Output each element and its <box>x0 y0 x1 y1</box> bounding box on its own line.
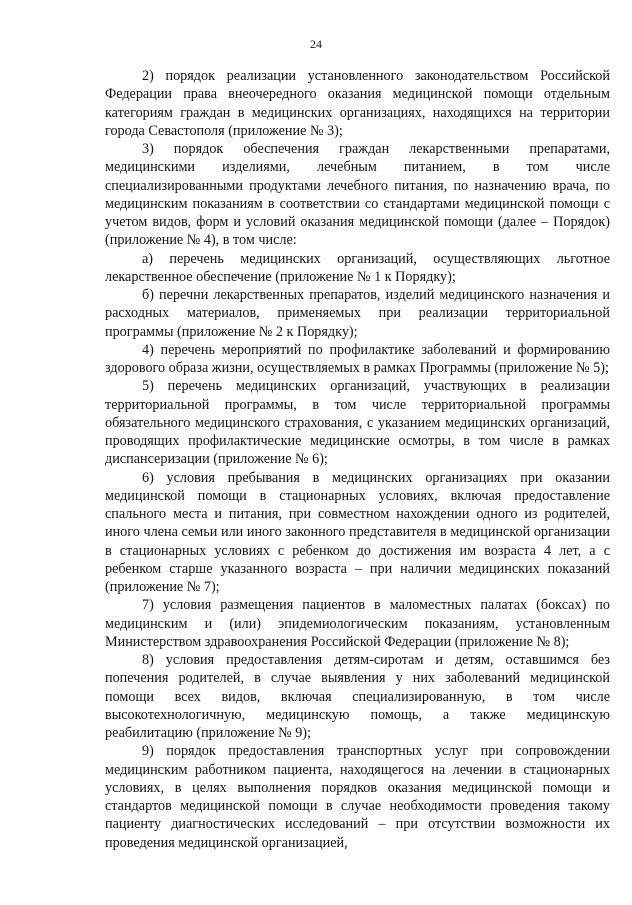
paragraph-item-2: 2) порядок реализации установленного законодательством Российской Федерации права внеочередного оказания медицинской помощи отдельным категориям граждан в медицинских организациях, находящихся на территории города Севастополя (приложение № 3); <box>105 68 610 139</box>
paragraph-subitem-a: а) перечень медицинских организаций, осуществляющих льготное лекарственное обеспечение (приложение № 1 к Порядку); <box>105 250 610 285</box>
paragraph-item-6: 6) условия пребывания в медицинских организациях при оказании медицинской помощи в стационарных условиях, включая предоставление спального места и питания, при совместном нахождении одного из родителей, иного члена семьи или иного законного представителя в медицинской организации в стационарных условиях с ребенком до достижения им возраста 4 лет, а с ребенком старше указанного возраста – при наличии медицинских показаний (приложение № 7); <box>105 469 610 595</box>
paragraph-item-3: 3) порядок обеспечения граждан лекарственными препаратами, медицинскими изделиями, лечебным питанием, в том числе специализированными продуктами лечебного питания, по назначению врача, по медицинским показаниям в соответствии со стандартами медицинской помощи с учетом видов, форм и условий оказания медицинской помощи (далее – Порядок) (приложение № 4), в том числе: <box>105 141 610 249</box>
paragraph-item-9: 9) порядок предоставления транспортных услуг при сопровождении медицинским работником пациента, находящегося на лечении в стационарных условиях, в целях выполнения порядков оказания медицинской помощи и стандартов медицинской помощи в случае необходимости проведения такому пациенту диагностических исследований – при отсутствии возможности их проведения медицинской организацией, <box>105 743 610 851</box>
page-number: 24 <box>310 37 322 51</box>
paragraph-subitem-b: б) перечни лекарственных препаратов, изделий медицинского назначения и расходных материалов, применяемых при реализации территориальной программы (приложение № 2 к Порядку); <box>105 287 610 340</box>
paragraph-item-5: 5) перечень медицинских организаций, участвующих в реализации территориальной программы, в том числе территориальной программы обязательного медицинского страхования, с указанием медицинских организаций, проводящих профилактические медицинские осмотры, в том числе в рамках диспансеризации (приложение № 6); <box>105 378 610 468</box>
paragraph-item-7: 7) условия размещения пациентов в маломестных палатах (боксах) по медицинским и (или) эпидемиологическим показаниям, установленным Министерством здравоохранения Российской Федерации (приложение № 8); <box>105 597 610 650</box>
paragraph-item-4: 4) перечень мероприятий по профилактике заболеваний и формированию здорового образа жизни, осуществляемых в рамках Программы (приложение № 5); <box>105 341 610 376</box>
paragraph-item-8: 8) условия предоставления детям-сиротам и детям, оставшимся без попечения родителей, в случае выявления у них заболеваний медицинской помощи всех видов, включая специализированную, в том числе высокотехнологичную, медицинскую помощь, а также медицинскую реабилитацию (приложение № 9); <box>105 652 610 741</box>
document-body <box>105 67 610 852</box>
